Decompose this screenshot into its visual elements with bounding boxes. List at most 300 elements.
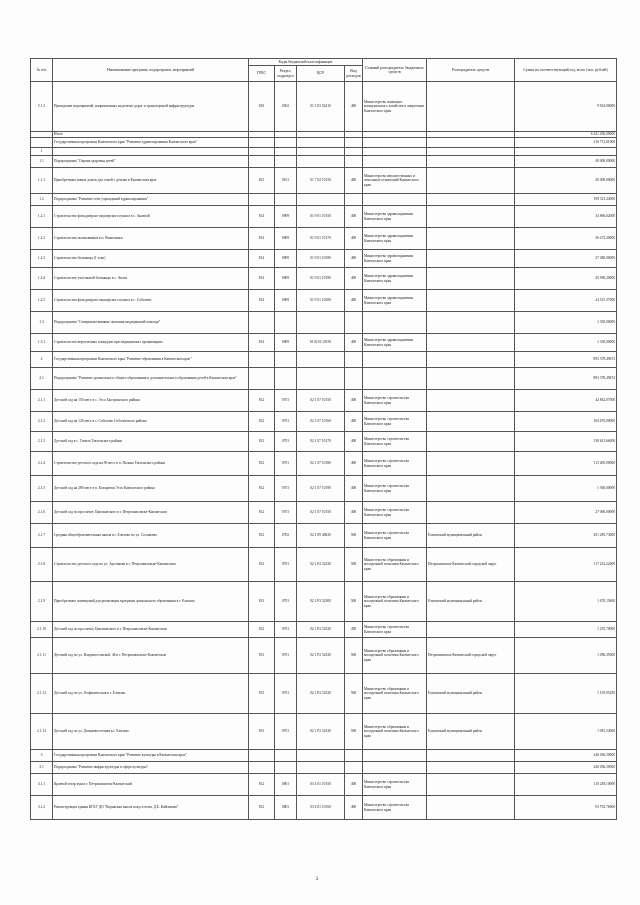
row-number: 1 bbox=[31, 148, 53, 156]
row-recipient bbox=[427, 622, 515, 638]
row-name: Проведение мероприятий, направленных на ремонт дорог и транспортной инфраструктуры bbox=[53, 82, 249, 132]
row-amount: 6 241 436,09000 bbox=[515, 132, 617, 138]
row-razdel: 0701 bbox=[275, 452, 297, 476]
row-number: 1.2.3 bbox=[31, 250, 53, 268]
row-vr: 400 bbox=[345, 82, 363, 132]
col-razdel: Раздел, подраздел bbox=[275, 66, 297, 82]
table-row bbox=[31, 762, 617, 774]
row-recipient bbox=[427, 268, 515, 290]
row-vr bbox=[345, 156, 363, 168]
row-name: Строительство участковой больницы в с. Апача bbox=[53, 268, 249, 290]
table-row bbox=[31, 774, 617, 796]
row-csr bbox=[297, 750, 345, 762]
row-vr bbox=[345, 148, 363, 156]
table-row bbox=[31, 502, 617, 524]
row-recipient bbox=[427, 352, 515, 368]
row-grbs-name: Министерство образования и молодежной политики Камчатского края bbox=[363, 638, 427, 674]
row-grbs-name: Министерство образования и молодежной политики Камчатского края bbox=[363, 714, 427, 750]
row-csr: 01 3 03 52410 bbox=[297, 82, 345, 132]
row-razdel bbox=[275, 750, 297, 762]
row-name: Строительство фельдшерско-акушерского пункта в с. Анавгай bbox=[53, 206, 249, 228]
row-amount: 199 313,24000 bbox=[515, 194, 617, 206]
row-grbs: 812 bbox=[249, 774, 275, 796]
row-name: Подпрограмма "Охрана здоровья детей" bbox=[53, 156, 249, 168]
row-number: 2.1 bbox=[31, 368, 53, 390]
row-csr: 01 9 01 10150 bbox=[297, 206, 345, 228]
row-grbs-name: Министерство здравоохранения Камчатского края bbox=[363, 250, 427, 268]
row-csr: 02 1 Р2 52320 bbox=[297, 674, 345, 714]
row-csr bbox=[297, 368, 345, 390]
row-name: Строительство больницы (1 этап) bbox=[53, 250, 249, 268]
row-name: Реконструкция здания КГБУ ДО "Корякская школа искусств им. Д.Б. Кайгинова" bbox=[53, 796, 249, 820]
row-vr: 500 bbox=[345, 638, 363, 674]
row-name: Строительство детского сада по ул. Арсеньева в г. Петропавловске-Камчатском bbox=[53, 548, 249, 582]
row-number: 3.1 bbox=[31, 762, 53, 774]
row-csr: 02 1 Р2 52300 bbox=[297, 582, 345, 622]
table-row bbox=[31, 674, 617, 714]
row-vr bbox=[345, 352, 363, 368]
row-razdel: 0909 bbox=[275, 250, 297, 268]
row-grbs-name: Министерство строительства Камчатского края bbox=[363, 476, 427, 502]
row-csr bbox=[297, 148, 345, 156]
row-recipient bbox=[427, 762, 515, 774]
row-grbs-name: Министерство образования и молодежной политики Камчатского края bbox=[363, 674, 427, 714]
row-name: Детский сад на 120 мест в с. Соболево Соболевского района bbox=[53, 412, 249, 432]
row-csr: 02 1 07 10190 bbox=[297, 476, 345, 502]
row-grbs: 814 bbox=[249, 228, 275, 250]
row-name: Детский сад по ул. Дальневосточная в г. Елизово bbox=[53, 714, 249, 750]
row-name: Подпрограмма "Развитие сети учреждений здравоохранения" bbox=[53, 194, 249, 206]
row-grbs: 814 bbox=[249, 290, 275, 312]
row-grbs-name bbox=[363, 352, 427, 368]
row-amount: 138 621,66000 bbox=[515, 432, 617, 452]
row-name: Строительство поликлиники в п. Вилючинск bbox=[53, 228, 249, 250]
row-amount: 40 000,00000 bbox=[515, 156, 617, 168]
row-grbs-name bbox=[363, 138, 427, 148]
row-vr bbox=[345, 368, 363, 390]
row-number: 2.1.10 bbox=[31, 622, 53, 638]
row-amount: 291 285,73000 bbox=[515, 524, 617, 548]
row-number: 2.1.7 bbox=[31, 524, 53, 548]
row-number: 2.1.2 bbox=[31, 412, 53, 432]
row-number: 1.1.1 bbox=[31, 168, 53, 194]
row-grbs: 812 bbox=[249, 622, 275, 638]
row-grbs-name: Министерство имущественных и земельных отношений Камчатского края bbox=[363, 168, 427, 194]
row-vr: 400 bbox=[345, 796, 363, 820]
row-grbs bbox=[249, 194, 275, 206]
row-amount: 1 350,00000 bbox=[515, 312, 617, 334]
row-number: 2.1.8 bbox=[31, 548, 53, 582]
row-recipient bbox=[427, 168, 515, 194]
row-csr bbox=[297, 156, 345, 168]
row-razdel: 0701 bbox=[275, 714, 297, 750]
row-grbs bbox=[249, 352, 275, 368]
row-number: 3 bbox=[31, 750, 53, 762]
row-number: 1.1 bbox=[31, 156, 53, 168]
row-csr bbox=[297, 352, 345, 368]
table-row bbox=[31, 250, 617, 268]
row-recipient bbox=[427, 368, 515, 390]
row-recipient bbox=[427, 250, 515, 268]
row-grbs bbox=[249, 148, 275, 156]
row-name: Приобретение новых домов для семей с детьми в Камчатском крае bbox=[53, 168, 249, 194]
row-recipient: Елизовский муниципальный район bbox=[427, 582, 515, 622]
row-razdel: 0909 bbox=[275, 290, 297, 312]
table-row bbox=[31, 206, 617, 228]
row-name: Подпрограмма "Развитие инфраструктуры в сфере культуры" bbox=[53, 762, 249, 774]
row-recipient: Елизовский муниципальный район bbox=[427, 524, 515, 548]
table-row bbox=[31, 156, 617, 168]
row-recipient bbox=[427, 502, 515, 524]
row-grbs: 812 bbox=[249, 524, 275, 548]
row-grbs bbox=[249, 750, 275, 762]
table-row bbox=[31, 194, 617, 206]
row-razdel bbox=[275, 148, 297, 156]
row-grbs-name: Министерство здравоохранения Камчатского края bbox=[363, 228, 427, 250]
row-grbs-name: Министерство строительства Камчатского края bbox=[363, 774, 427, 796]
table-row bbox=[31, 290, 617, 312]
row-number: 2.1.6 bbox=[31, 502, 53, 524]
row-razdel: 0701 bbox=[275, 548, 297, 582]
row-grbs-name: Министерство строительства Камчатского края bbox=[363, 452, 427, 476]
row-amount: 117 232,22000 bbox=[515, 548, 617, 582]
row-razdel: 0909 bbox=[275, 206, 297, 228]
row-grbs-name: Министерство здравоохранения Камчатского края bbox=[363, 268, 427, 290]
row-name: Детский сад на 280 мест в п. Козыревск Усть-Камчатского района bbox=[53, 476, 249, 502]
row-number: 1.3.1 bbox=[31, 334, 53, 352]
row-amount: 9 924,00000 bbox=[515, 82, 617, 132]
row-vr: 400 bbox=[345, 476, 363, 502]
row-recipient bbox=[427, 206, 515, 228]
row-grbs: 821 bbox=[249, 168, 275, 194]
row-amount: 216 713,01000 bbox=[515, 138, 617, 148]
row-name: Краевой театр кукол г. Петропавловск-Камчатский bbox=[53, 774, 249, 796]
table-row bbox=[31, 168, 617, 194]
row-grbs-name bbox=[363, 194, 427, 206]
table-row bbox=[31, 582, 617, 622]
row-grbs: 812 bbox=[249, 432, 275, 452]
row-name bbox=[53, 148, 249, 156]
row-grbs: 814 bbox=[249, 268, 275, 290]
row-grbs: 810 bbox=[249, 82, 275, 132]
row-csr: 02 1 09 40020 bbox=[297, 524, 345, 548]
col-amount: Сумма на соответствующий год, всего (тыс. рублей) bbox=[515, 59, 617, 82]
row-recipient bbox=[427, 156, 515, 168]
row-recipient bbox=[427, 432, 515, 452]
row-amount: 93 703,76000 bbox=[515, 796, 617, 820]
row-grbs-name bbox=[363, 148, 427, 156]
row-razdel: 0101 bbox=[275, 168, 297, 194]
row-name: Детский сад по проспекту Циолковского в г. Петропавловске-Камчатском bbox=[53, 502, 249, 524]
col-csr: ЦСР bbox=[297, 66, 345, 82]
table-row bbox=[31, 524, 617, 548]
row-grbs-name: Министерство строительства Камчатского края bbox=[363, 622, 427, 638]
row-amount: 42 862,07000 bbox=[515, 390, 617, 412]
row-razdel: 0801 bbox=[275, 774, 297, 796]
row-recipient bbox=[427, 290, 515, 312]
row-recipient bbox=[427, 774, 515, 796]
row-name: Детский сад в с. Тигиль Тигильского района bbox=[53, 432, 249, 452]
row-vr: 400 bbox=[345, 412, 363, 432]
row-grbs bbox=[249, 762, 275, 774]
row-razdel: 0701 bbox=[275, 476, 297, 502]
row-grbs: 812 bbox=[249, 502, 275, 524]
row-grbs bbox=[249, 312, 275, 334]
table-body bbox=[31, 82, 617, 820]
col-grbs: Главный распорядитель бюджетных средств bbox=[363, 59, 427, 82]
row-csr bbox=[297, 312, 345, 334]
table-row bbox=[31, 312, 617, 334]
table-row bbox=[31, 452, 617, 476]
row-recipient bbox=[427, 796, 515, 820]
row-razdel bbox=[275, 368, 297, 390]
row-number: 1.2.2 bbox=[31, 228, 53, 250]
row-csr: 01 9 01 10180 bbox=[297, 250, 345, 268]
row-grbs: 812 bbox=[249, 452, 275, 476]
row-name: Строительство фельдшерско-акушерского пункта в с. Соболево bbox=[53, 290, 249, 312]
table-row bbox=[31, 548, 617, 582]
row-amount: 104 670,00000 bbox=[515, 412, 617, 432]
row-number: 1.3 bbox=[31, 312, 53, 334]
row-vr: 400 bbox=[345, 228, 363, 250]
row-razdel bbox=[275, 352, 297, 368]
row-vr: 400 bbox=[345, 250, 363, 268]
row-vr: 400 bbox=[345, 290, 363, 312]
row-amount: 110 238,10000 bbox=[515, 774, 617, 796]
row-number: 3.1.2 bbox=[31, 796, 53, 820]
row-number: 2.1.12 bbox=[31, 674, 53, 714]
row-grbs-name: Министерство строительства Камчатского края bbox=[363, 796, 427, 820]
row-recipient bbox=[427, 228, 515, 250]
row-amount: 1 560,00000 bbox=[515, 476, 617, 502]
row-grbs-name: Министерство здравоохранения Камчатского края bbox=[363, 334, 427, 352]
table-row bbox=[31, 412, 617, 432]
row-grbs-name bbox=[363, 368, 427, 390]
row-amount: 113 200,00000 bbox=[515, 452, 617, 476]
row-razdel: 0701 bbox=[275, 432, 297, 452]
row-razdel bbox=[275, 312, 297, 334]
budget-table bbox=[30, 58, 617, 820]
row-grbs: 813 bbox=[249, 638, 275, 674]
row-vr: 400 bbox=[345, 334, 363, 352]
row-razdel bbox=[275, 762, 297, 774]
table-row bbox=[31, 750, 617, 762]
col-grbs-code: ГРБС bbox=[249, 66, 275, 82]
row-number: 1.2.5 bbox=[31, 290, 53, 312]
row-amount: 893 378,49672 bbox=[515, 352, 617, 368]
row-recipient: Петропавловск-Камчатский городской округ bbox=[427, 638, 515, 674]
table-row bbox=[31, 368, 617, 390]
row-recipient: Петропавловск-Камчатский городской округ bbox=[427, 548, 515, 582]
row-razdel: 0909 bbox=[275, 334, 297, 352]
row-amount: 45 969,20000 bbox=[515, 268, 617, 290]
row-vr bbox=[345, 762, 363, 774]
row-grbs-name bbox=[363, 312, 427, 334]
row-csr bbox=[297, 138, 345, 148]
row-name: Подпрограмма "Совершенствование оказания медицинской помощи" bbox=[53, 312, 249, 334]
row-recipient bbox=[427, 452, 515, 476]
row-grbs: 814 bbox=[249, 206, 275, 228]
row-vr bbox=[345, 312, 363, 334]
row-recipient bbox=[427, 194, 515, 206]
row-razdel: 0702 bbox=[275, 524, 297, 548]
row-vr: 400 bbox=[345, 452, 363, 476]
row-amount: 27 480,00000 bbox=[515, 250, 617, 268]
row-amount: 1 670,15600 bbox=[515, 582, 617, 622]
row-name: Строительство детского сада на 90 мест в п. Палана Тигильского района bbox=[53, 452, 249, 476]
row-number: 2 bbox=[31, 352, 53, 368]
row-grbs-name: Министерство строительства Камчатского края bbox=[363, 524, 427, 548]
row-csr: 01 9 01 10200 bbox=[297, 290, 345, 312]
row-grbs-name: Министерство строительства Камчатского края bbox=[363, 412, 427, 432]
col-codes-group: Коды бюджетной классификации bbox=[249, 59, 363, 66]
row-name: Детский сад по ул. Геофизическая в г. Елизово bbox=[53, 674, 249, 714]
row-vr: 400 bbox=[345, 206, 363, 228]
row-grbs-name bbox=[363, 156, 427, 168]
row-vr: 400 bbox=[345, 502, 363, 524]
row-recipient bbox=[427, 138, 515, 148]
row-recipient bbox=[427, 750, 515, 762]
row-csr: 01 7 02 10150 bbox=[297, 168, 345, 194]
row-csr: 02 1 07 10150 bbox=[297, 502, 345, 524]
table-row bbox=[31, 638, 617, 674]
row-amount: 1 096,35000 bbox=[515, 638, 617, 674]
row-amount: 24 515,37000 bbox=[515, 290, 617, 312]
row-name: Детский сад по проспекту Циолковского в г. Петропавловске-Камчатском bbox=[53, 622, 249, 638]
row-recipient bbox=[427, 412, 515, 432]
table-row bbox=[31, 334, 617, 352]
row-razdel: 0909 bbox=[275, 268, 297, 290]
row-recipient bbox=[427, 334, 515, 352]
row-amount: 1 081,54000 bbox=[515, 714, 617, 750]
row-csr: 02 1 Р2 52320 bbox=[297, 548, 345, 582]
row-csr: 01 9 01 10190 bbox=[297, 268, 345, 290]
row-razdel: 0701 bbox=[275, 638, 297, 674]
row-recipient bbox=[427, 476, 515, 502]
table-row bbox=[31, 622, 617, 638]
table-row bbox=[31, 476, 617, 502]
row-csr: 02 1 07 10180 bbox=[297, 452, 345, 476]
row-name: Приобретение помещений для реализации программ дошкольного образования в г. Елизово bbox=[53, 582, 249, 622]
row-razdel: 0909 bbox=[275, 228, 297, 250]
row-vr: 500 bbox=[345, 548, 363, 582]
row-number: 2.1.9 bbox=[31, 582, 53, 622]
row-csr: 02 1 Р2 52320 bbox=[297, 622, 345, 638]
row-vr bbox=[345, 194, 363, 206]
row-vr: 500 bbox=[345, 582, 363, 622]
row-number: 2.1.13 bbox=[31, 714, 53, 750]
row-vr: 400 bbox=[345, 268, 363, 290]
row-recipient: Елизовский муниципальный район bbox=[427, 674, 515, 714]
row-recipient bbox=[427, 390, 515, 412]
row-amount: 1 105,95285 bbox=[515, 674, 617, 714]
row-number: 2.1.4 bbox=[31, 452, 53, 476]
row-grbs-name bbox=[363, 750, 427, 762]
row-name: Государственная программа Камчатского края "Развитие культуры в Камчатском крае" bbox=[53, 750, 249, 762]
row-vr bbox=[345, 138, 363, 148]
row-name: Государственная программа Камчатского края "Развитие здравоохранения Камчатского края" bbox=[53, 138, 249, 148]
row-amount: 893 378,49672 bbox=[515, 368, 617, 390]
row-razdel: 0502 bbox=[275, 82, 297, 132]
row-name: Подпрограмма "Развитие дошкольного, общего образования и дополнительного образования детей в Камчатском крае" bbox=[53, 368, 249, 390]
row-grbs: 813 bbox=[249, 674, 275, 714]
table-row bbox=[31, 82, 617, 132]
table-row bbox=[31, 390, 617, 412]
row-name: Детский сад на 150 мест в с. Эссо Быстринского района bbox=[53, 390, 249, 412]
row-number: 2.1.5 bbox=[31, 476, 53, 502]
row-amount bbox=[515, 148, 617, 156]
row-csr: 02 1 07 10150 bbox=[297, 390, 345, 412]
row-name: Строительство вертолетных площадок при медицинских организациях bbox=[53, 334, 249, 352]
row-amount: 56 472,20000 bbox=[515, 228, 617, 250]
row-amount: 246 036,50000 bbox=[515, 762, 617, 774]
row-grbs-name: Министерство строительства Камчатского края bbox=[363, 390, 427, 412]
row-vr: 400 bbox=[345, 432, 363, 452]
row-csr: 02 1 Р2 52320 bbox=[297, 714, 345, 750]
row-grbs bbox=[249, 156, 275, 168]
row-grbs bbox=[249, 138, 275, 148]
row-vr: 500 bbox=[345, 714, 363, 750]
row-number: 1.2.1 bbox=[31, 206, 53, 228]
row-recipient bbox=[427, 82, 515, 132]
row-grbs bbox=[249, 368, 275, 390]
row-razdel bbox=[275, 156, 297, 168]
row-vr bbox=[345, 750, 363, 762]
row-number: 1.2 bbox=[31, 194, 53, 206]
row-grbs-name: Министерство здравоохранения Камчатского края bbox=[363, 290, 427, 312]
row-razdel: 0701 bbox=[275, 674, 297, 714]
col-vr: Вид расходов bbox=[345, 66, 363, 82]
row-amount: 40 000,00000 bbox=[515, 168, 617, 194]
row-csr: 01 9 01 10170 bbox=[297, 228, 345, 250]
row-number: 2.1.3 bbox=[31, 432, 53, 452]
row-csr: 02 1 Р2 52320 bbox=[297, 638, 345, 674]
row-razdel bbox=[275, 194, 297, 206]
row-recipient bbox=[427, 312, 515, 334]
row-razdel: 0701 bbox=[275, 622, 297, 638]
table-row bbox=[31, 268, 617, 290]
row-vr: 500 bbox=[345, 524, 363, 548]
row-vr: 450 bbox=[345, 622, 363, 638]
row-recipient: Елизовский муниципальный район bbox=[427, 714, 515, 750]
col-num: № п/п bbox=[31, 59, 53, 82]
row-name: Государственная программа Камчатского края "Развитие образования в Камчатском крае" bbox=[53, 352, 249, 368]
row-csr: 02 1 07 10170 bbox=[297, 432, 345, 452]
row-number: 5.1.3 bbox=[31, 82, 53, 132]
table-row bbox=[31, 138, 617, 148]
row-amount: 1 350,00000 bbox=[515, 334, 617, 352]
row-grbs: 813 bbox=[249, 582, 275, 622]
row-grbs: 814 bbox=[249, 250, 275, 268]
row-razdel: 0701 bbox=[275, 582, 297, 622]
row-csr bbox=[297, 194, 345, 206]
row-number: 3.1.1 bbox=[31, 774, 53, 796]
table-row bbox=[31, 228, 617, 250]
row-grbs: 812 bbox=[249, 390, 275, 412]
row-recipient bbox=[427, 148, 515, 156]
row-grbs: 813 bbox=[249, 714, 275, 750]
row-vr: 500 bbox=[345, 674, 363, 714]
row-grbs: 814 bbox=[249, 334, 275, 352]
row-name: Итого bbox=[53, 132, 249, 138]
row-csr: 02 1 07 10160 bbox=[297, 412, 345, 432]
row-razdel bbox=[275, 138, 297, 148]
row-razdel: 0701 bbox=[275, 390, 297, 412]
row-vr: 400 bbox=[345, 390, 363, 412]
row-csr: 03 4 01 10150 bbox=[297, 774, 345, 796]
row-grbs-name: Министерство образования и молодежной политики Камчатского края bbox=[363, 582, 427, 622]
row-grbs: 812 bbox=[249, 476, 275, 502]
